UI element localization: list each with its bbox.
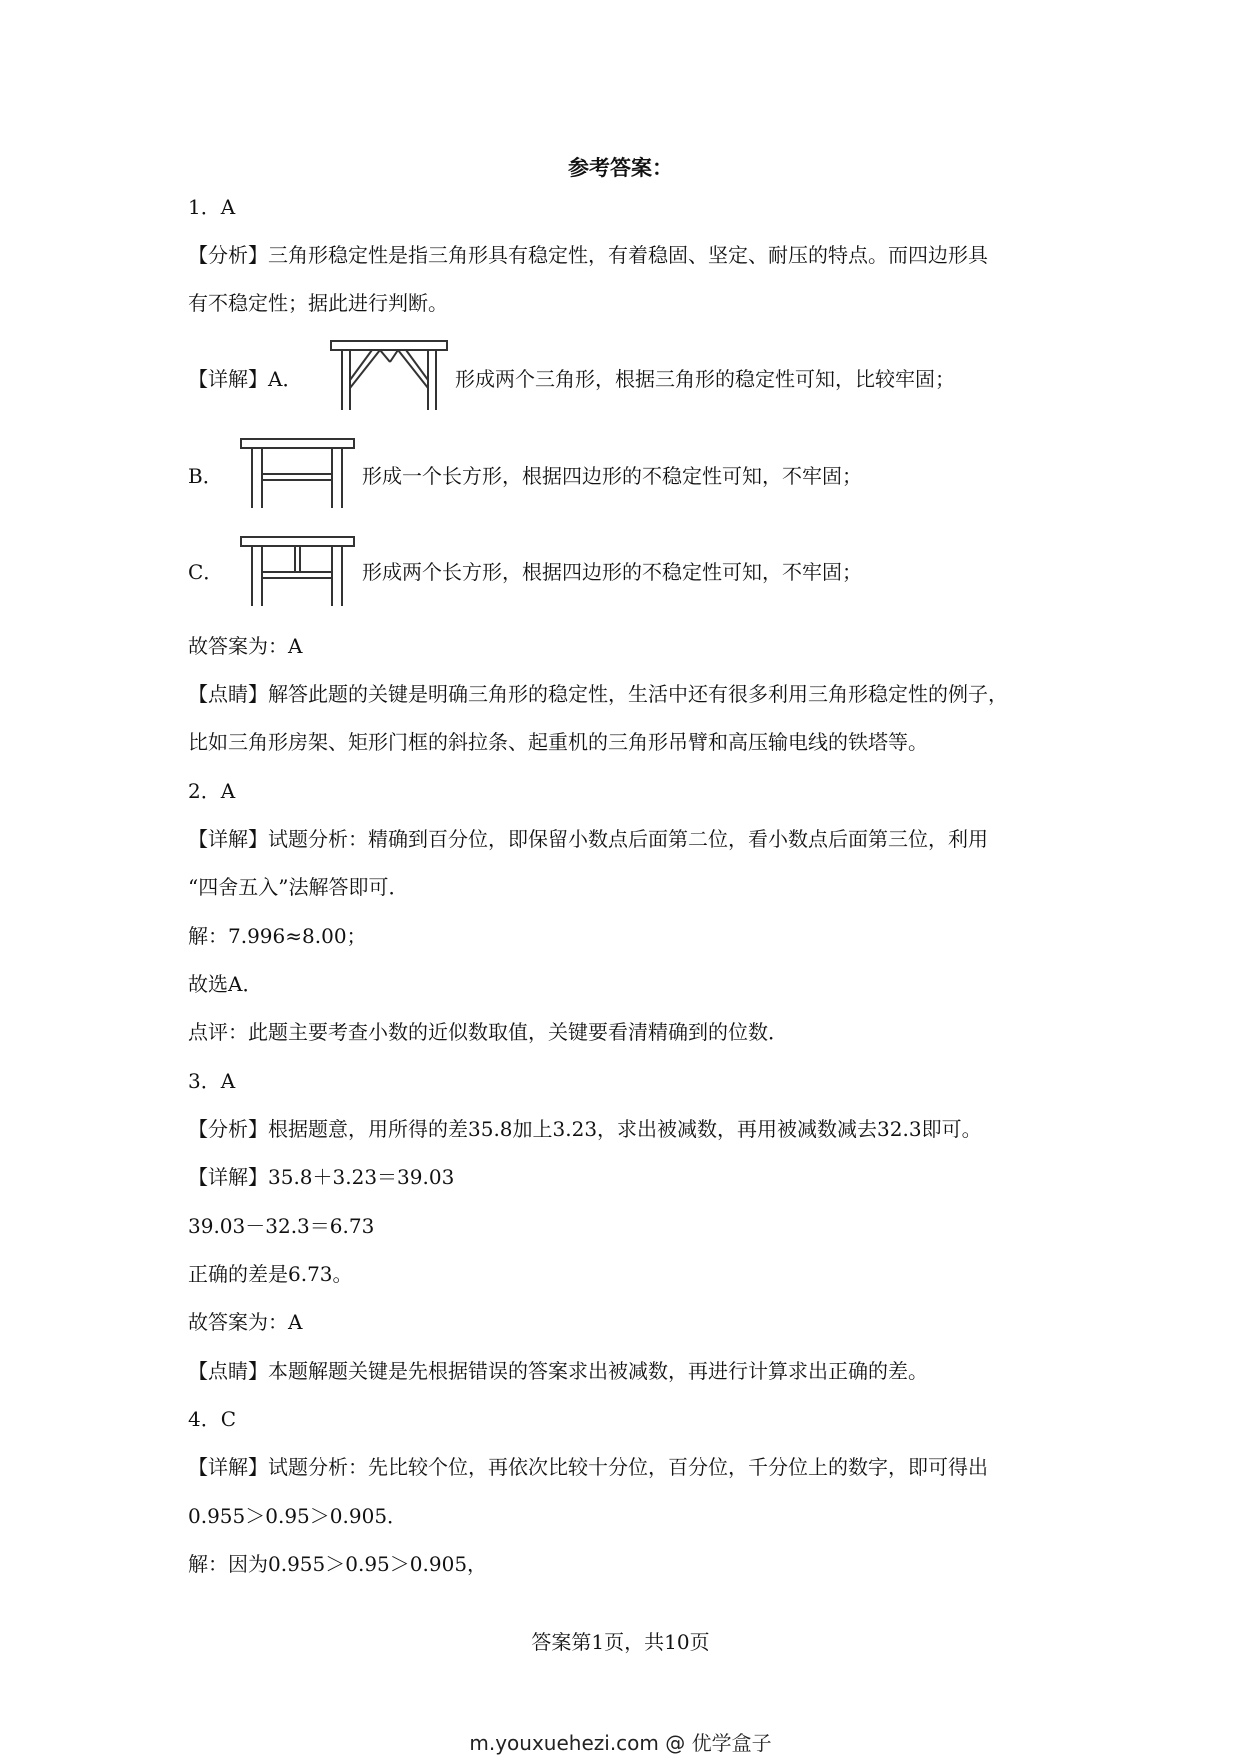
q3-detail-line2: 39.03－32.3＝6.73 (188, 1214, 375, 1238)
q2-detail-line2: “四舍五入”法解答即可． (188, 875, 409, 899)
q4-detail-line1: 【详解】试题分析：先比较个位，再依次比较十分位，百分位，千分位上的数字，即可得出 (188, 1455, 988, 1479)
q2-comment: 点评：此题主要考查小数的近似数取值，关键要看清精确到的位数． (188, 1020, 788, 1044)
q3-detail-line1: 【详解】35.8＋3.23＝39.03 (188, 1165, 455, 1189)
q3-detail-line3: 正确的差是6.73。 (188, 1262, 353, 1286)
q4-head: 4．C (188, 1407, 237, 1431)
q3-answer: 故答案为：A (188, 1310, 303, 1334)
q1-detail-a-text: 形成两个三角形，根据三角形的稳定性可知，比较牢固； (455, 367, 955, 391)
q4-detail-line2: 0.955＞0.95＞0.905． (188, 1504, 408, 1528)
q1-note-line1: 【点睛】解答此题的关键是明确三角形的稳定性，生活中还有很多利用三角形稳定性的例子， (188, 682, 1008, 706)
q1-note-line2: 比如三角形房架、矩形门框的斜拉条、起重机的三角形吊臂和高压输电线的铁塔等。 (188, 730, 928, 754)
q1-head: 1．A (188, 195, 236, 219)
page-footer: 答案第1页，共10页 (531, 1630, 710, 1654)
q4-solve: 解：因为0.955＞0.95＞0.905， (188, 1552, 488, 1576)
q1-detail-b-prefix: B． (188, 464, 223, 488)
q2-choose: 故选A． (188, 972, 263, 996)
q1-detail-b-text: 形成一个长方形，根据四边形的不稳定性可知，不牢固； (362, 464, 862, 488)
q1-detail-c-text: 形成两个长方形，根据四边形的不稳定性可知，不牢固； (362, 560, 862, 584)
q1-analysis-line1: 【分析】三角形稳定性是指三角形具有稳定性，有着稳固、坚定、耐压的特点。而四边形具 (188, 243, 988, 267)
q3-note: 【点睛】本题解题关键是先根据错误的答案求出被减数，再进行计算求出正确的差。 (188, 1359, 928, 1383)
q1-analysis-line2: 有不稳定性；据此进行判断。 (188, 291, 448, 315)
q2-head: 2．A (188, 779, 236, 803)
source-watermark: m.youxuehezi.com @ 优学盒子 (469, 1731, 772, 1755)
q3-analysis: 【分析】根据题意，用所得的差35.8加上3.23，求出被减数，再用被减数减去32.3即可。 (188, 1117, 982, 1141)
table-figure-b (240, 438, 355, 510)
q1-answer: 故答案为：A (188, 634, 303, 658)
q3-head: 3．A (188, 1069, 236, 1093)
table-figure-a (330, 340, 448, 414)
q1-detail-c-prefix: C． (188, 560, 224, 584)
q2-detail-line1: 【详解】试题分析：精确到百分位，即保留小数点后面第二位，看小数点后面第三位，利用 (188, 827, 988, 851)
q1-detail-a-prefix: 【详解】A． (188, 367, 303, 391)
page-title: 参考答案： (568, 156, 673, 180)
q2-solve: 解：7.996≈8.00； (188, 924, 367, 948)
table-figure-c (240, 536, 355, 608)
